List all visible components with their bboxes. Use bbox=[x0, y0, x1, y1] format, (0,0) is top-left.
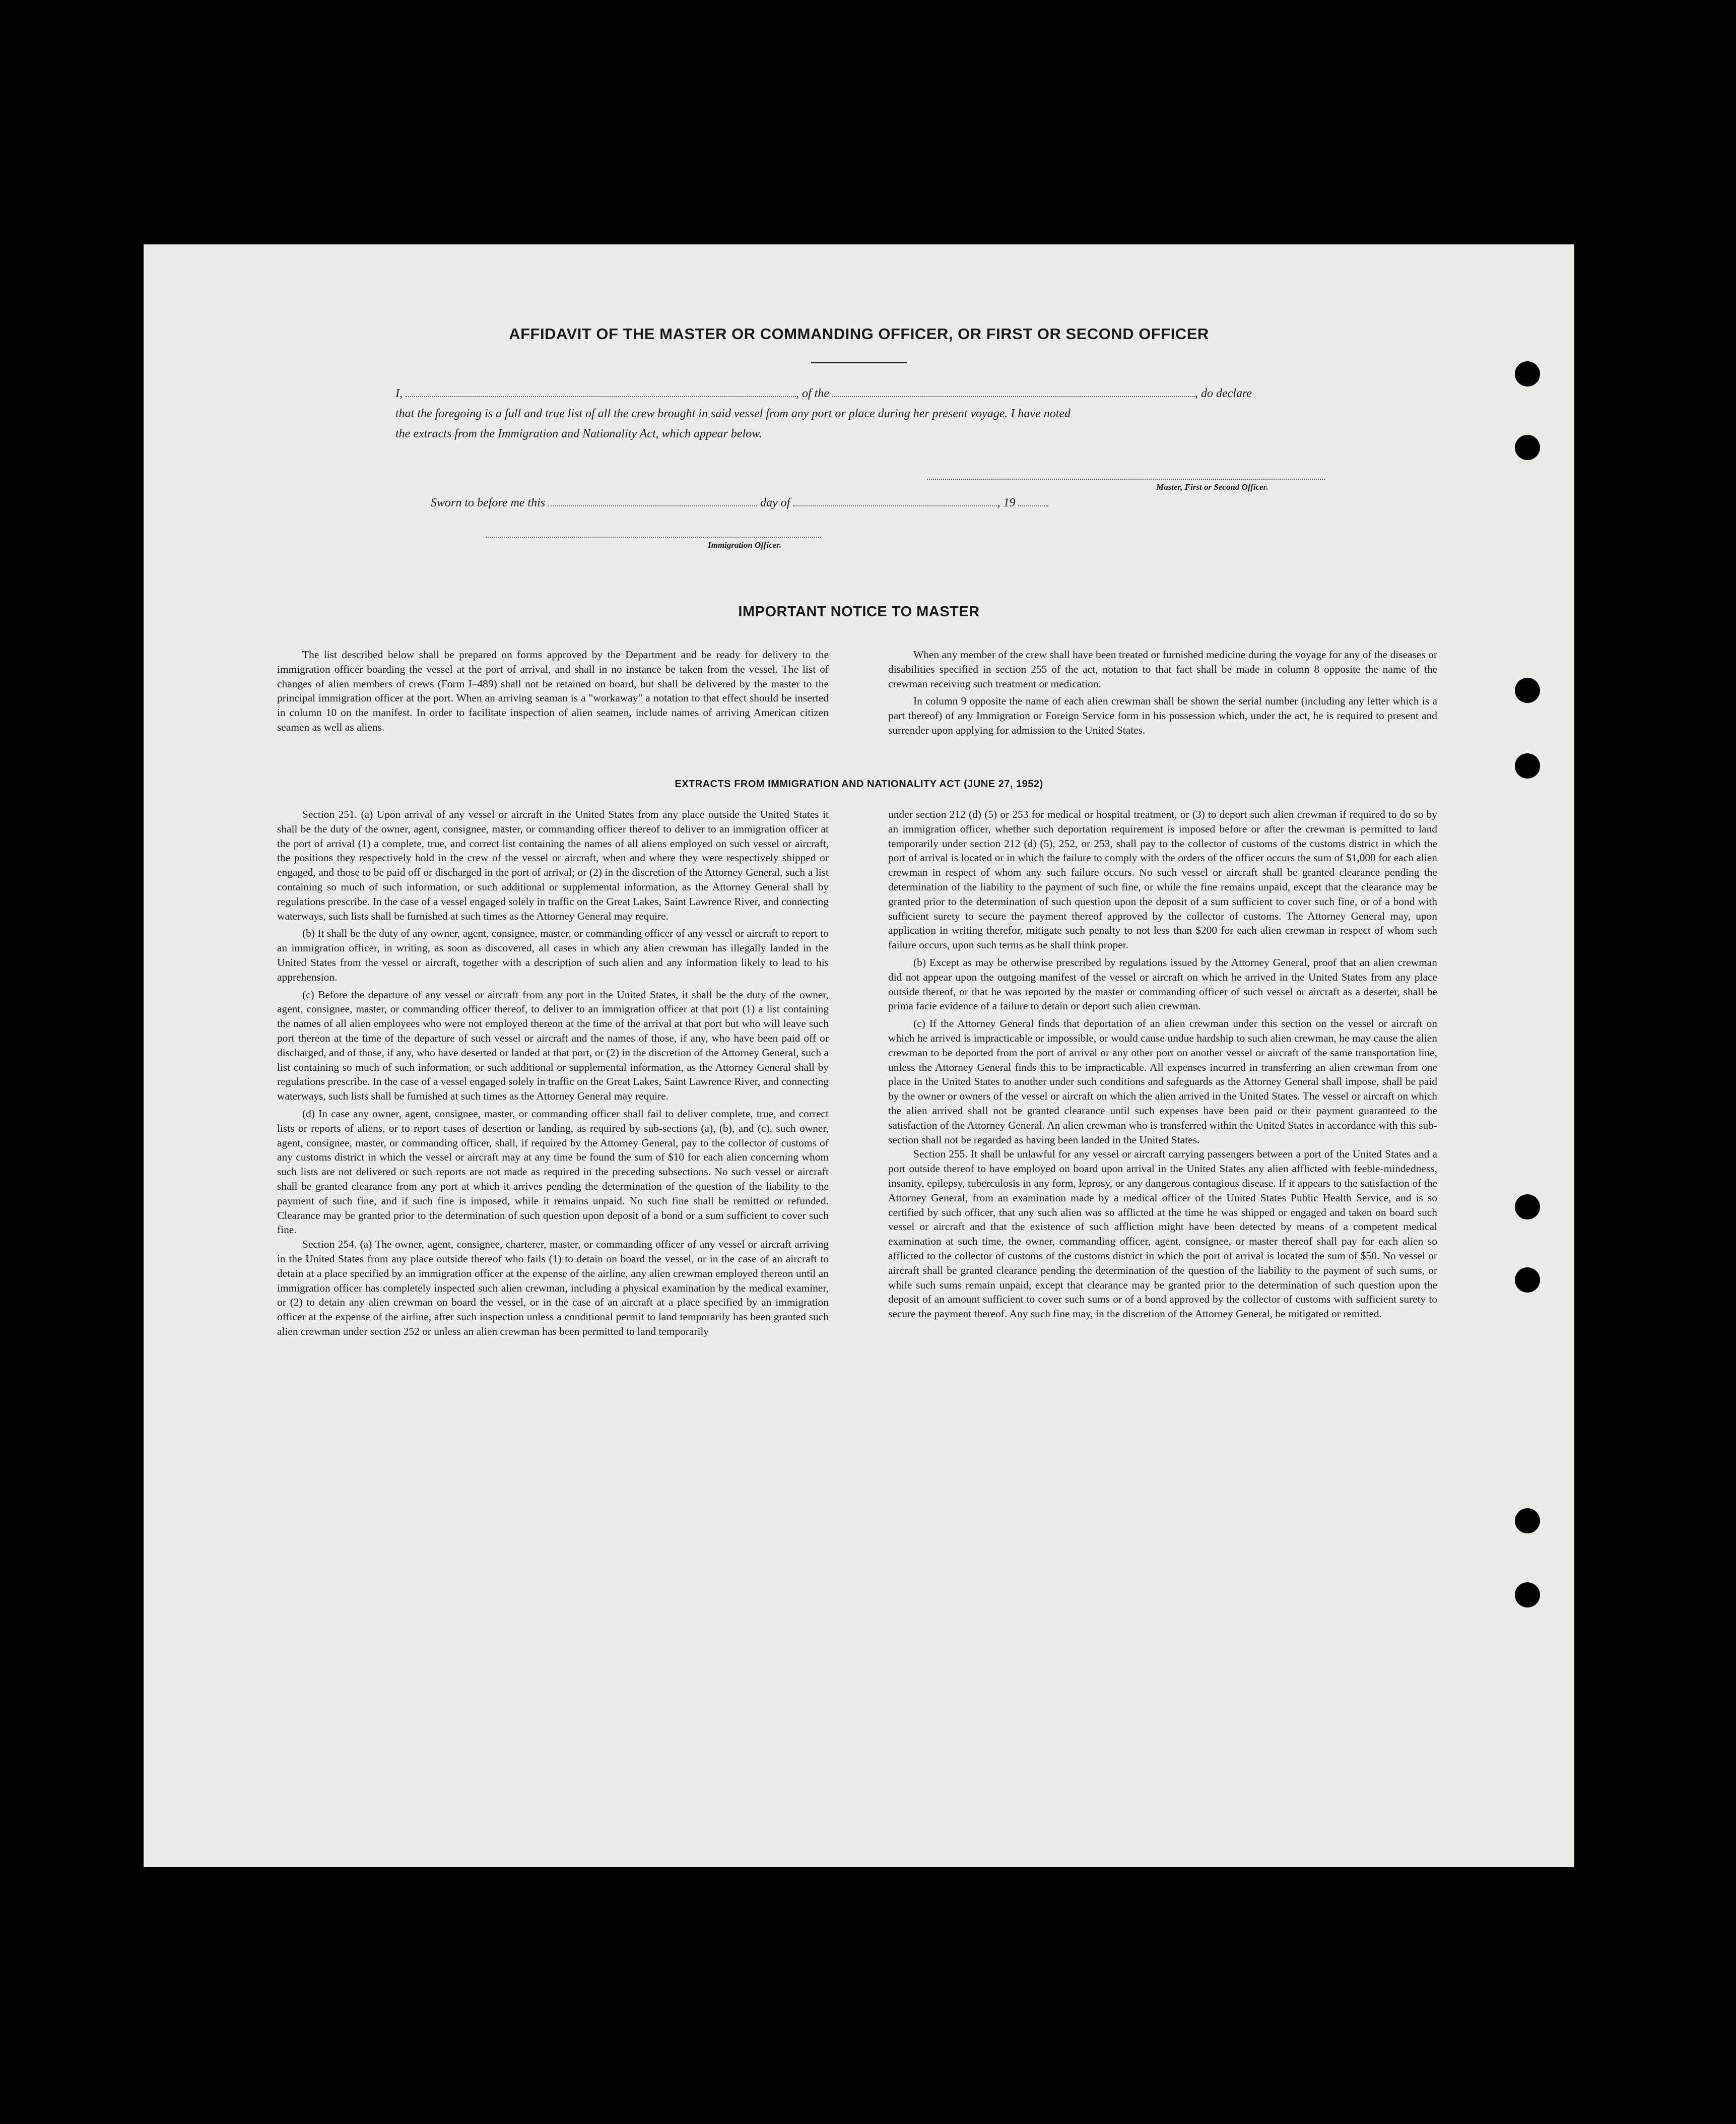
extract-paragraph: (b) Except as may be otherwise prescribed by regulations issued by the Attorney General, proof that an alien crewman did not appear upon the outgoing manifest of the vessel or aircraft on which he arrived in the United States from any place outside thereof, or that he was reported by the master or commanding officer of such vessel or aircraft as a deserter, shall be prima facie evidence of a failure to detain or deport such alien crewman. bbox=[888, 956, 1437, 1012]
notice-title: IMPORTANT NOTICE TO MASTER bbox=[738, 604, 980, 620]
extract-paragraph: Section 254. (a) The owner, agent, consignee, charterer, master, or commanding officer of any vessel or aircraft arriving in the United States from any place outside thereof who fails (1) to detain on board the vessel, or in the case of an aircraft to detain at a place specified by an immigration officer at the expense of the airline, any alien crewman employed thereon until an immigration officer has completely inspected such alien crewman, including a physical examination by the medical examiner, or (2) to detain any alien crewman on board the vessel, or in the case of an aircraft at a place specified by an immigration officer at the expense of the airline, after such inspection unless a conditional permit to land temporarily has been granted such alien crewman under section 252 or unless an alien crewman has been permitted to land temporarily bbox=[277, 1238, 829, 1337]
punch-hole bbox=[1515, 753, 1540, 779]
punch-hole bbox=[1515, 1508, 1540, 1533]
extract-paragraph: under section 212 (d) (5) or 253 for medical or hospital treatment, or (3) to deport such alien crewman if required to do so by an immigration officer, whether such deportation requirement is imposed before or after the crewman is permitted to land temporarily under section 212 (d) (5), 252, or 253, shall pay to the collector of customs of the customs district in which the port of arrival is located or in which the failure to comply with the orders of the officer occurs the sum of $1,000 for each alien crewman in respect of whom any such failure occurs. No such vessel or aircraft shall be granted clearance pending the determination of the liability to the payment of such fine, or while the fine remains unpaid, except that the clearance may be granted prior to the determination of such question upon the deposit of a sum sufficient to cover such fine, or of a bond with sufficient surety to secure the payment thereof approved by the collector of customs. The Attorney General may, upon application in writing therefor, mitigate such penalty to not less than $200 for each alien crewman in respect of whom such failure occurs, upon such terms as he shall think proper. bbox=[888, 808, 1437, 951]
declaration-text: that the foregoing is a full and true list of all the crew brought in said vessel from any port or place during her present voyage. I have noted bbox=[395, 407, 1071, 420]
sworn-day-field[interactable] bbox=[548, 498, 757, 506]
notice-right-column bbox=[888, 648, 1437, 738]
extract-paragraph: Section 251. (a) Upon arrival of any vessel or aircraft in the United States from any place outside the United States it shall be the duty of the owner, agent, consignee, master, or commanding officer thereof to deliver to an immigration officer at the port of arrival (1) a complete, true, and correct list containing the names of all aliens employed on such vessel or aircraft, the positions they respectively hold in the crew of the vessel or aircraft, when and where they were respectively shipped or engaged, and those to be paid off or discharged in the port of arrival; or (2) in the discretion of the Attorney General, such a list containing so much of such information, or such additional or supplemental information, as the Attorney General shall by regulations prescribe. In the case of a vessel engaged solely in traffic on the Great Lakes, Saint Lawrence River, and connecting waterways, such lists shall be furnished at such times as the Attorney General may require. bbox=[277, 808, 829, 922]
extract-paragraph: Section 255. It shall be unlawful for any vessel or aircraft carrying passengers between a port of the United States and a port outside thereof to have employed on board upon arrival in the United States any alien afflicted with feeble-mindedness, insanity, epilepsy, tuberculosis in any form, leprosy, or any dangerous contagious disease. If it appears to the satisfaction of the Attorney General, from an examination made by a medical officer of the United States Public Health Service, and is so certified by such officer, that any such alien was so afflicted at the time he was shipped or engaged and taken on board such vessel or aircraft and that the existence of such affliction might have been detected by means of a competent medical examination at such time, the owner, commanding officer, agent, consignee, or master thereof shall pay for each alien so afflicted to the collector of customs of the customs district in which the port of arrival is located the sum of $50. No vessel or aircraft shall be granted clearance pending the determination of the question of the liability to the payment of such sums, or while such sums remain unpaid, except that clearance may be granted prior to the determination of such question upon the deposit of an amount sufficient to cover such sums or of a bond approved by the collector of customs with sufficient surety to secure the payment thereof. Any such fine may, in the discretion of the Attorney General, be mitigated or remitted. bbox=[888, 1148, 1437, 1320]
document-page bbox=[144, 244, 1574, 1867]
vessel-name-field[interactable] bbox=[832, 389, 1195, 397]
year-label: , 19 bbox=[997, 496, 1016, 509]
notice-left-column bbox=[277, 648, 829, 735]
declare-label: , do declare bbox=[1195, 387, 1252, 400]
punch-hole bbox=[1515, 1267, 1540, 1293]
extracts-right-column bbox=[888, 807, 1437, 1321]
punch-hole bbox=[1515, 1194, 1540, 1219]
punch-hole bbox=[1515, 678, 1540, 703]
sworn-year-field[interactable] bbox=[1018, 498, 1048, 506]
officer-caption: Master, First or Second Officer. bbox=[1156, 482, 1268, 492]
extract-paragraph: (c) If the Attorney General finds that deportation of an alien crewman under this section on the vessel or aircraft on which he arrived is impracticable or impossible, or would cause undue hardship to such alien crewman, he may cause the alien crewman to be deported from the port of arrival or any other port on another vessel or aircraft of the same transportation line, unless the Attorney General finds this to be impracticable. All expenses incurred in transferring an alien crewman from one place in the United States to another under such conditions and safeguards as the Attorney General shall impose, shall be paid by the owner or owners of the vessel or aircraft on which the alien arrived in the United States. The vessel or aircraft on which the alien arrived shall not be granted clearance until such expenses have been paid or their payment guaranteed to the satisfaction of the Attorney General. An alien crewman who is transferred within the United States in accordance with this sub-section shall not be regarded as having been landed in the United States. bbox=[888, 1017, 1437, 1146]
immigration-caption: Immigration Officer. bbox=[708, 540, 782, 550]
title-rule bbox=[811, 362, 907, 363]
extract-paragraph: (c) Before the departure of any vessel or aircraft from any port in the United States, it shall be the duty of the owner, agent, consignee, master, or commanding officer thereof, to deliver to an immigration officer at that port (1) a list containing the names of all alien employees who were not employed thereon at the time of the arrival at that port but who will leave such port thereon at the time of the departure of such vessel or aircraft and the names of those, if any, who have been paid off or discharged, and of those, if any, who have deserted or landed at that port, or (2) in the discretion of the Attorney General, such a list containing so much of such information, or such additional or supplemental information, as the Attorney General shall by regulations prescribe. In the case of a vessel engaged solely in traffic on the Great Lakes, Saint Lawrence River, and connecting waterways, such lists shall be furnished at such times as the Attorney General may require. bbox=[277, 988, 829, 1103]
affidavit-title: AFFIDAVIT OF THE MASTER OR COMMANDING OFFICER, OR FIRST OR SECOND OFFICER bbox=[509, 325, 1209, 343]
vessel-label: , of the bbox=[796, 387, 829, 400]
notice-paragraph: In column 9 opposite the name of each alien crewman shall be shown the serial number (including any letter which is a part thereof) of any Immigration or Foreign Service form in his possession which, under the act, he is required to present and surrender upon applying for admission to the United States. bbox=[888, 695, 1437, 736]
declarant-name-field[interactable] bbox=[406, 389, 796, 397]
declaration-line bbox=[395, 387, 1252, 401]
sworn-month-field[interactable] bbox=[793, 498, 997, 506]
declaration-text: the extracts from the Immigration and Nationality Act, which appear below. bbox=[395, 427, 762, 440]
notice-paragraph: When any member of the crew shall have been treated or furnished medicine during the voyage for any of the diseases or disabilities specified in section 255 of the act, notation to that fact shall be made in column 8 opposite the name of the crewman receiving such treatment or medication. bbox=[888, 649, 1437, 690]
punch-hole bbox=[1515, 1582, 1540, 1607]
officer-signature-line[interactable] bbox=[927, 479, 1325, 480]
extract-paragraph: (b) It shall be the duty of any owner, agent, consignee, master, or commanding officer of any vessel or aircraft to report to an immigration officer, in writing, as soon as discovered, all cases in which any alien crewman has illegally landed in the United States from the vessel or aircraft, together with a description of such alien and any information likely to lead to his apprehension. bbox=[277, 927, 829, 983]
day-of-label: day of bbox=[760, 496, 790, 509]
extract-paragraph: (d) In case any owner, agent, consignee, master, or commanding officer shall fail to deliver complete, true, and correct lists or reports of aliens, or to report cases of desertion or landing, as required by sub-sections (a), (b), and (c), such owner, agent, consignee, master, or commanding officer, shall, if required by the Attorney General, pay to the collector of customs of any customs district in which the vessel or aircraft may at any time be found the sum of $10 for each alien concerning whom such lists are not delivered or such reports are not made as required in the preceding subsections. No such vessel or aircraft shall be granted clearance from any port at which it arrives pending the determination of the question of the liability to the payment of such fine, and if such fine is imposed, while it remains unpaid. No such fine shall be remitted or refunded. Clearance may be granted prior to the determination of such question upon deposit of a bond or a sum sufficient to cover such fine. bbox=[277, 1107, 829, 1236]
extracts-left-column bbox=[277, 807, 829, 1339]
sworn-line bbox=[431, 496, 1048, 510]
extracts-title: EXTRACTS FROM IMMIGRATION AND NATIONALITY ACT (JUNE 27, 1952) bbox=[675, 779, 1043, 790]
notice-paragraph: The list described below shall be prepared on forms approved by the Department and be ready for delivery to the immigration officer boarding the vessel at the port of arrival, and shall in no instance be taken from the vessel. The list of changes of alien members of crews (Form I–489) shall not be retained on board, but shall be delivered by the master to the principal immigration officer at the port. When an arriving seaman is a "workaway" a notation to that effect should be inserted in column 10 on the manifest. In order to facilitate inspection of alien seamen, include names of arriving American citizen seamen as well as aliens. bbox=[277, 649, 829, 733]
sworn-label: Sworn to before me this bbox=[431, 496, 546, 509]
immigration-signature-line[interactable] bbox=[486, 537, 821, 538]
declarant-label: I, bbox=[395, 387, 403, 400]
punch-hole bbox=[1515, 435, 1540, 460]
punch-hole bbox=[1515, 361, 1540, 387]
